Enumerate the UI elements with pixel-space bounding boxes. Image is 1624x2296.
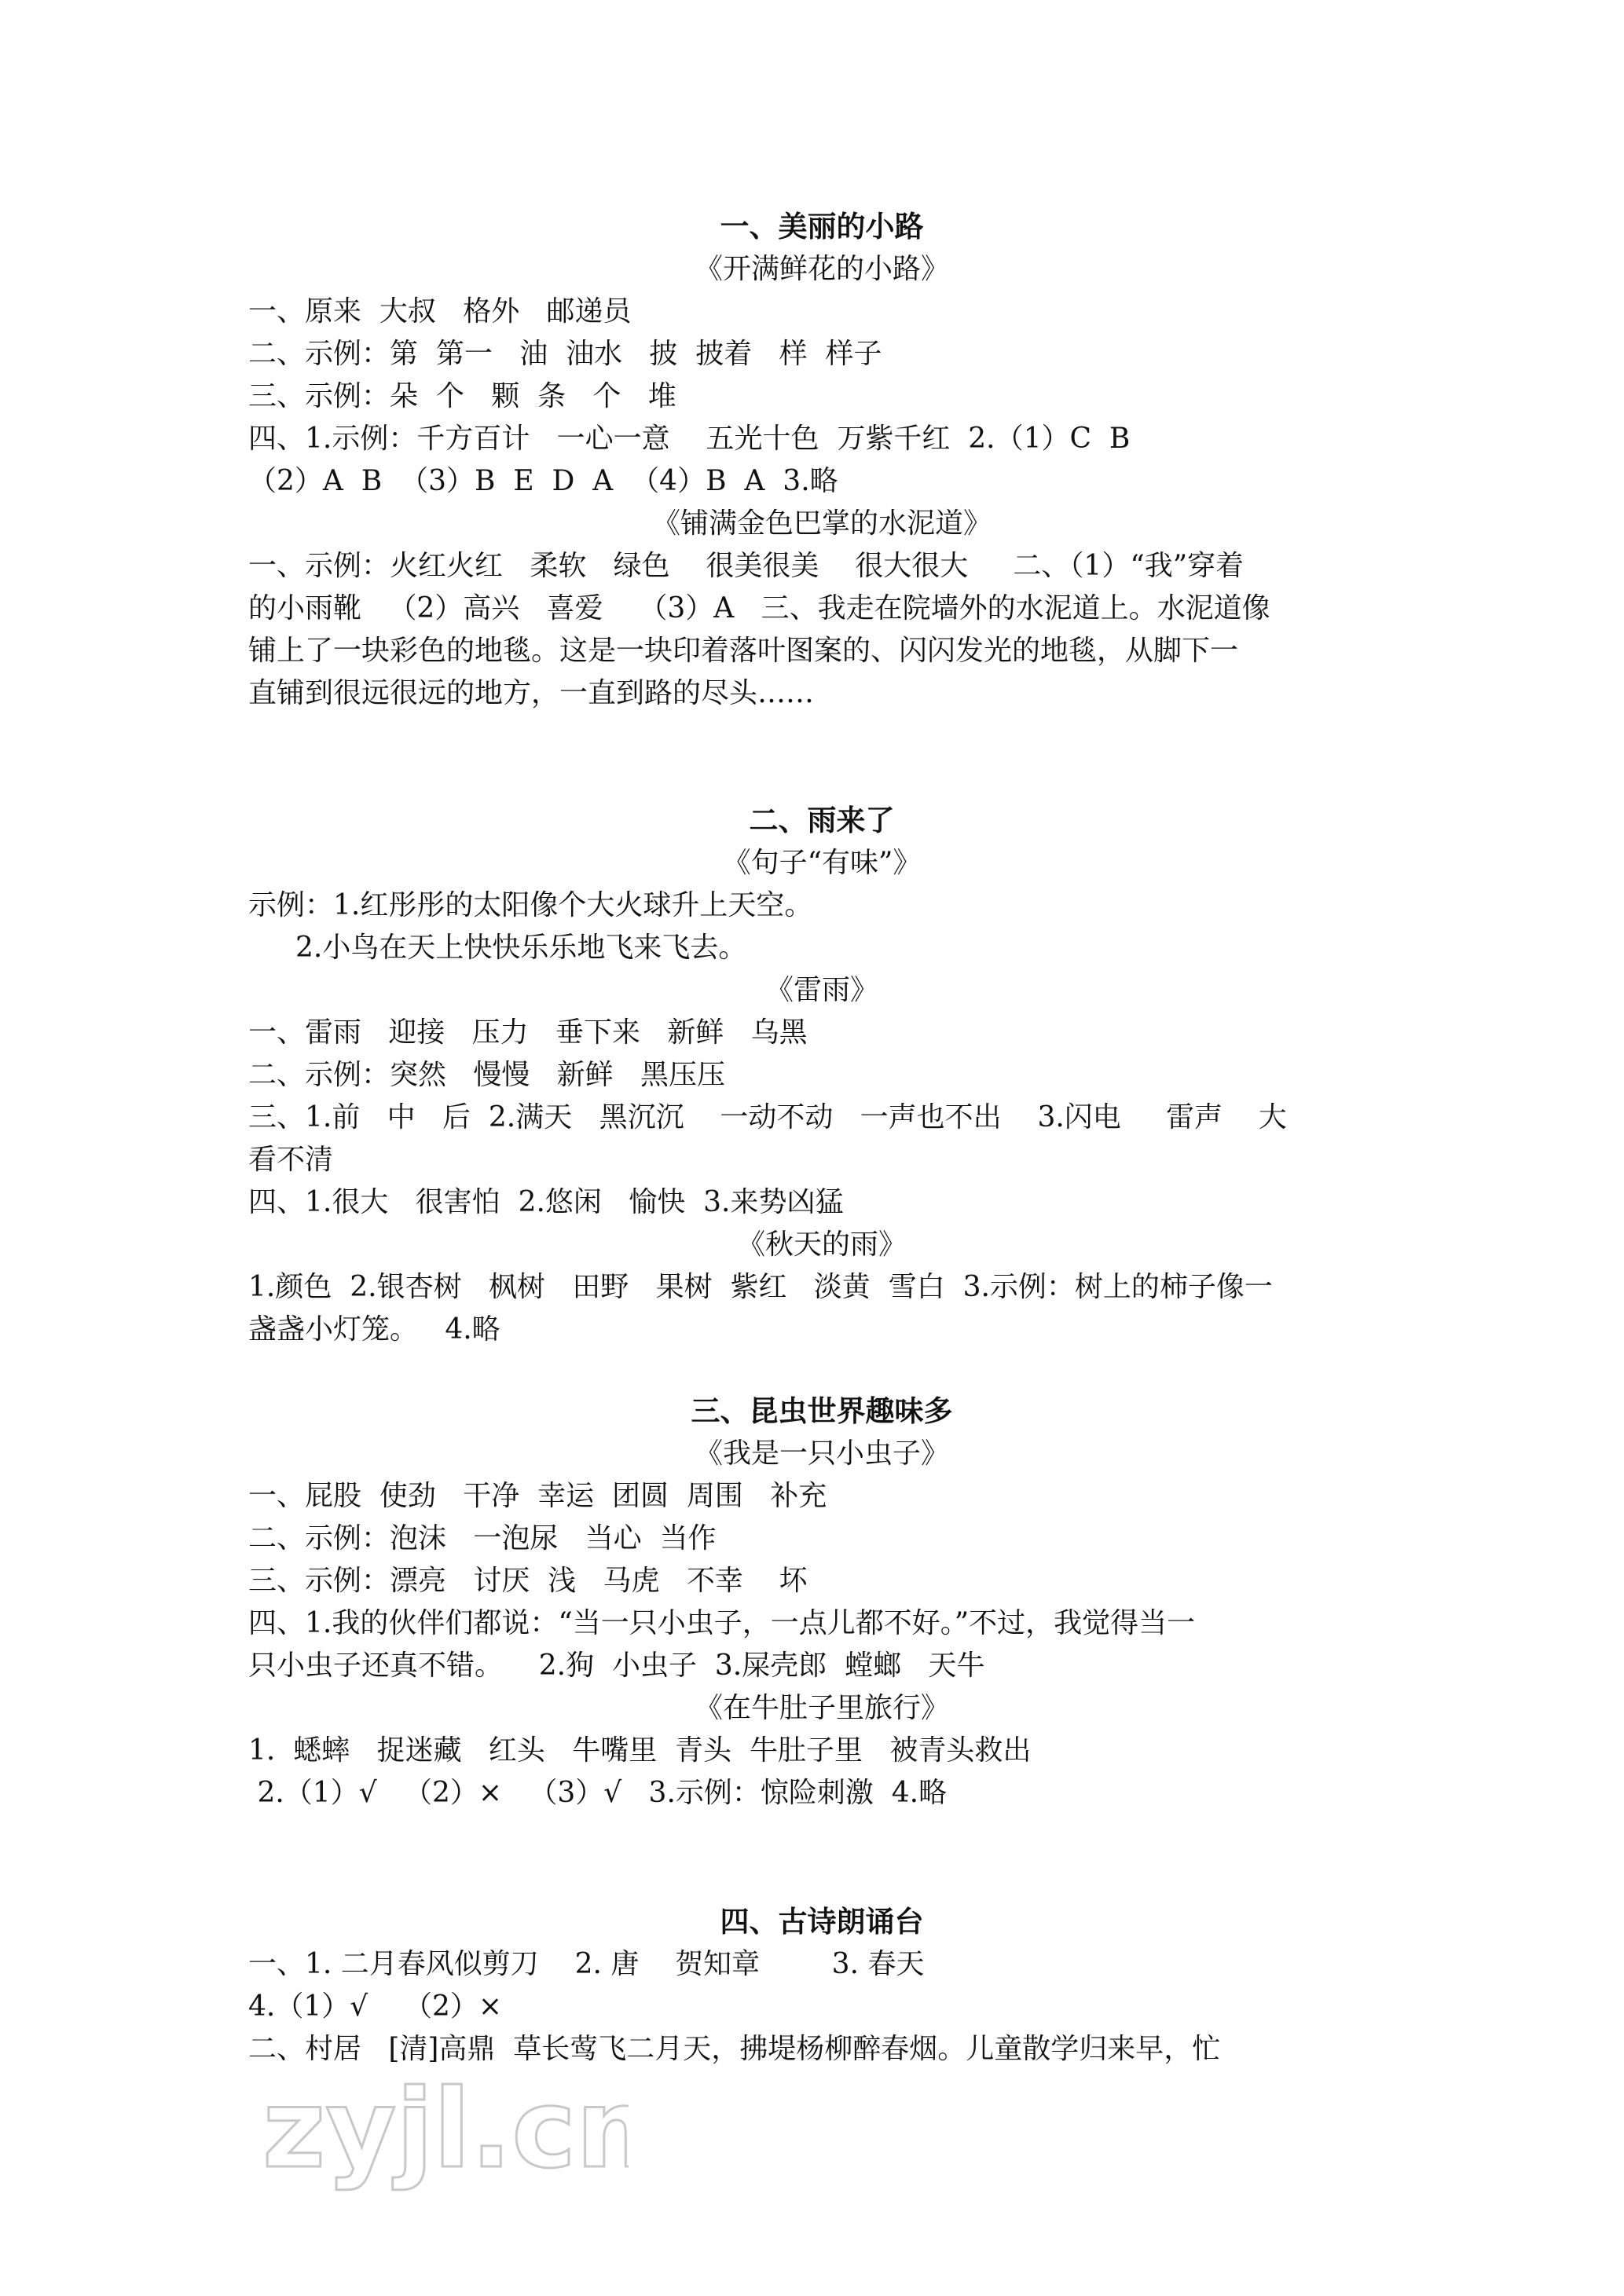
answer-line: 看不清	[248, 1144, 334, 1176]
answer-line: 示例：1.红彤彤的太阳像个大火球升上天空。	[248, 889, 813, 921]
lesson-title: 《雷雨》	[764, 974, 878, 1006]
answer-line: 二、示例：突然 慢慢 新鲜 黑压压	[248, 1059, 725, 1091]
lesson-title: 《在牛肚子里旅行》	[694, 1692, 949, 1724]
answer-line: 的小雨靴 （2）高兴 喜爱 （3）A 三、我走在院墙外的水泥道上。水泥道像	[248, 592, 1270, 624]
answer-line: 四、1.示例：千方百计 一心一意 五光十色 万紫千红 2.（1）C B	[248, 423, 1131, 455]
lesson-title: 《句子“有味”》	[722, 847, 922, 879]
watermark-logo	[259, 2074, 629, 2192]
answer-line: 4.（1）√ （2）×	[248, 1990, 503, 2023]
answer-line: （2）A B （3）B E D A （4）B A 3.略	[248, 465, 838, 497]
answer-line: 一、示例：火红火红 柔软 绿色 很美很美 很大很大 二、（1）“我”穿着	[248, 550, 1245, 582]
section-title: 四、古诗朗诵台	[720, 1905, 924, 1939]
section-1	[248, 206, 1395, 715]
answer-line: 盏盏小灯笼。 4.略	[248, 1313, 500, 1346]
section-4	[248, 1901, 1395, 2071]
lesson-title: 《我是一只小虫子》	[694, 1437, 949, 1470]
section-3	[248, 1390, 1395, 1814]
answer-line: 二、示例：第 第一 油 油水 披 披着 样 样子	[248, 338, 882, 370]
section-2	[248, 800, 1395, 1351]
answer-line: 四、1.我的伙伴们都说：“当一只小虫子，一点儿都不好。”不过，我觉得当一	[248, 1607, 1196, 1639]
answer-line: 铺上了一块彩色的地毯。这是一块印着落叶图案的、闪闪发光的地毯，从脚下一	[248, 635, 1239, 667]
answer-line: 一、屁股 使劲 干净 幸运 团圆 周围 补充	[248, 1480, 827, 1512]
lesson-title: 《秋天的雨》	[736, 1229, 907, 1261]
answer-line: 三、示例：漂亮 讨厌 浅 马虎 不幸 坏	[248, 1565, 808, 1597]
answer-line: 2.小鸟在天上快快乐乐地飞来飞去。	[295, 932, 747, 964]
answer-content	[248, 206, 1395, 2071]
section-title: 三、昆虫世界趣味多	[691, 1394, 953, 1428]
lesson-title: 《铺满金色巴掌的水泥道》	[651, 507, 992, 540]
answer-line: 二、村居 [清]高鼎 草长莺飞二月天，拂堤杨柳醉春烟。儿童散学归来早，忙	[248, 2033, 1221, 2065]
answer-line: 2.（1）√ （2）× （3）√ 3.示例：惊险刺激 4.略	[248, 1777, 948, 1809]
section-title: 二、雨来了	[749, 804, 895, 837]
answer-line: 三、1.前 中 后 2.满天 黑沉沉 一动不动 一声也不出 3.闪电 雷声 大	[248, 1101, 1287, 1133]
answer-line: 只小虫子还真不错。 2.狗 小虫子 3.屎壳郎 螳螂 天牛	[248, 1650, 985, 1682]
section-title: 一、美丽的小路	[720, 210, 924, 244]
answer-line: 1. 蟋蟀 捉迷藏 红头 牛嘴里 青头 牛肚子里 被青头救出	[248, 1734, 1032, 1767]
lesson-title: 《开满鲜花的小路》	[694, 253, 949, 285]
answer-line: 四、1.很大 很害怕 2.悠闲 愉快 3.来势凶猛	[248, 1186, 844, 1218]
answer-line: 一、雷雨 迎接 压力 垂下来 新鲜 乌黑	[248, 1016, 808, 1049]
answer-line: 一、1. 二月春风似剪刀 2. 唐 贺知章 3. 春天	[248, 1948, 925, 1980]
watermark-text: zyjl.cn	[262, 2074, 629, 2192]
answer-line: 1.颜色 2.银杏树 枫树 田野 果树 紫红 淡黄 雪白 3.示例：树上的柿子像一	[248, 1271, 1273, 1303]
answer-line: 三、示例：朵 个 颗 条 个 堆	[248, 380, 676, 412]
answer-line: 二、示例：泡沫 一泡尿 当心 当作	[248, 1522, 717, 1554]
answer-line: 直铺到很远很远的地方，一直到路的尽头……	[248, 677, 815, 709]
answer-line: 一、原来 大叔 格外 邮递员	[248, 295, 632, 328]
